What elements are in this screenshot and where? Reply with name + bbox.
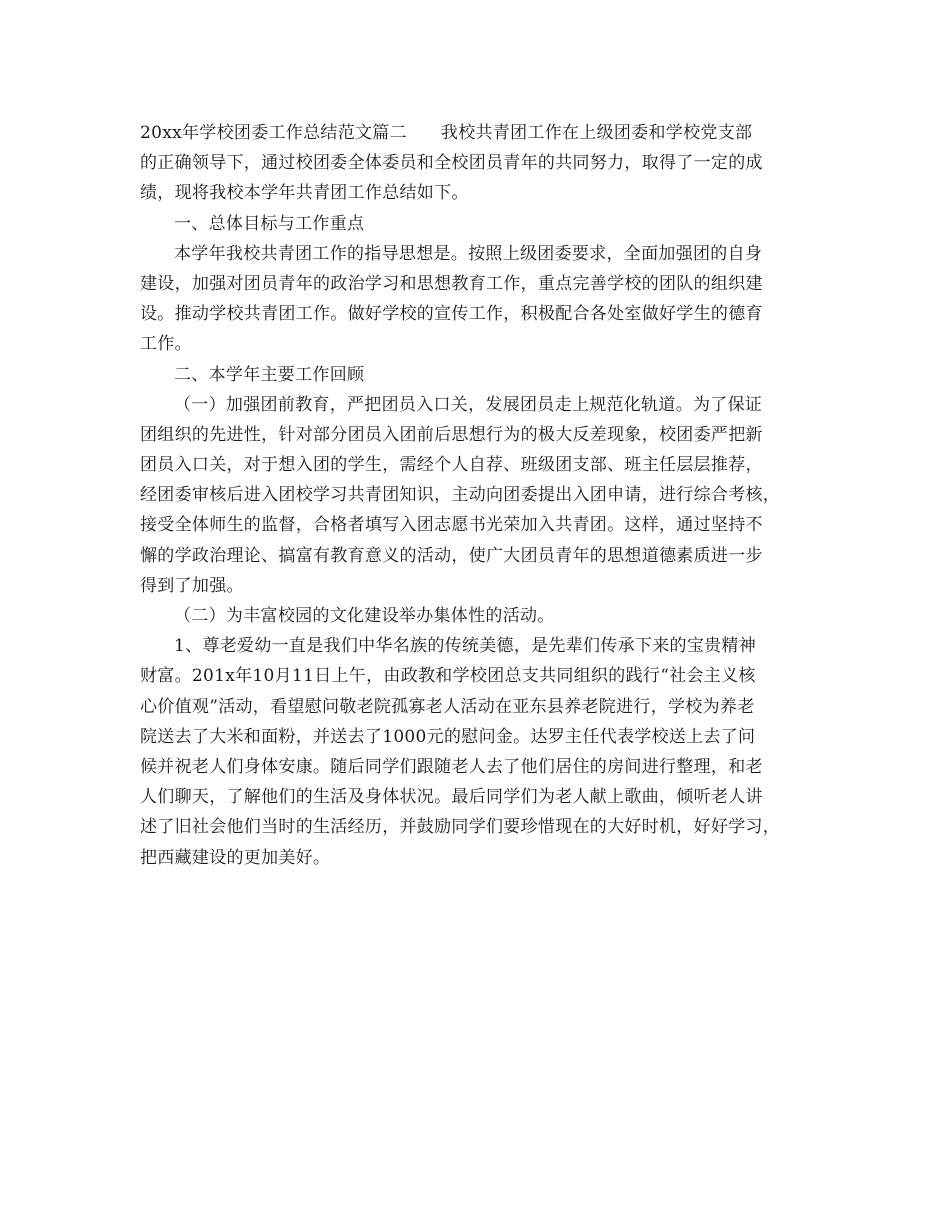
text-line: （一）加强团前教育，严把团员入口关，发展团员走上规范化轨道。为了保证 xyxy=(174,394,763,415)
text-line: 人们聊天，了解他们的生活及身体状况。最后同学们为老人献上歌曲，倾听老人讲 xyxy=(140,787,763,808)
text-line: 1、尊老爱幼一直是我们中华名族的传统美德，是先辈们传承下来的宝贵精神 xyxy=(174,636,757,657)
subsection-heading: （二）为丰富校园的文化建设举办集体性的活动。 xyxy=(174,606,555,626)
text-line: 工作。 xyxy=(140,334,192,355)
text-line: 绩，现将我校本学年共青团工作总结如下。 xyxy=(140,183,469,204)
text-line: 得到了加强。 xyxy=(140,575,244,596)
text-line: 团组织的先进性，针对部分团员入团前后思想行为的极大反差现象，校团委严把新 xyxy=(140,424,763,445)
text-line: 建设，加强对团员青年的政治学习和思想教育工作，重点完善学校的团队的组织建 xyxy=(140,273,763,294)
text-line: 接受全体师生的监督，合格者填写入团志愿书光荣加入共青团。这样，通过坚持不 xyxy=(140,515,763,536)
text-line: 懈的学政治理论、搞富有教育意义的活动，使广大团员青年的思想道德素质进一步 xyxy=(140,545,763,566)
text-line: 本学年我校共青团工作的指导思想是。按照上级团委要求，全面加强团的自身 xyxy=(174,243,763,264)
text-line: 财富。201x年10月11日上午，由政教和学校团总支共同组织的践行“社会主义核 xyxy=(140,666,756,687)
text-line: 的正确领导下，通过校团委全体委员和全校团员青年的共同努力，取得了一定的成 xyxy=(140,153,763,174)
text-line: 团员入口关，对于想入团的学生，需经个人自荐、班级团支部、班主任层层推荐， xyxy=(140,455,763,476)
text-line: 候并祝老人们身体安康。随后同学们跟随老人去了他们居住的房间进行整理，和老 xyxy=(140,756,763,777)
text-line: 心价值观”活动，看望慰问敬老院孤寡老人活动在亚东县养老院进行，学校为养老 xyxy=(140,696,755,717)
text-line: 我校共青团工作在上级团委和学校党支部 xyxy=(440,123,753,143)
text-line: 经团委审核后进入团校学习共青团知识，主动向团委提出入团申请，进行综合考核， xyxy=(140,485,781,506)
text-line: 把西藏建设的更加美好。 xyxy=(140,847,331,868)
title-line xyxy=(140,118,830,148)
text-line: 述了旧社会他们当时的生活经历，并鼓励同学们要珍惜现在的大好时机，好好学习， xyxy=(140,817,781,838)
document-title: 20xx年学校团委工作总结范文篇二 xyxy=(140,123,407,143)
section-heading: 一、总体目标与工作重点 xyxy=(174,213,365,234)
text-line: 院送去了大米和面粉，并送去了1000元的慰问金。达罗主任代表学校送上去了问 xyxy=(140,726,756,747)
document-body xyxy=(140,118,830,873)
section-heading: 二、本学年主要工作回顾 xyxy=(174,364,365,385)
text-line: 设。推动学校共青团工作。做好学校的宣传工作，积极配合各处室做好学生的德育 xyxy=(140,304,763,325)
